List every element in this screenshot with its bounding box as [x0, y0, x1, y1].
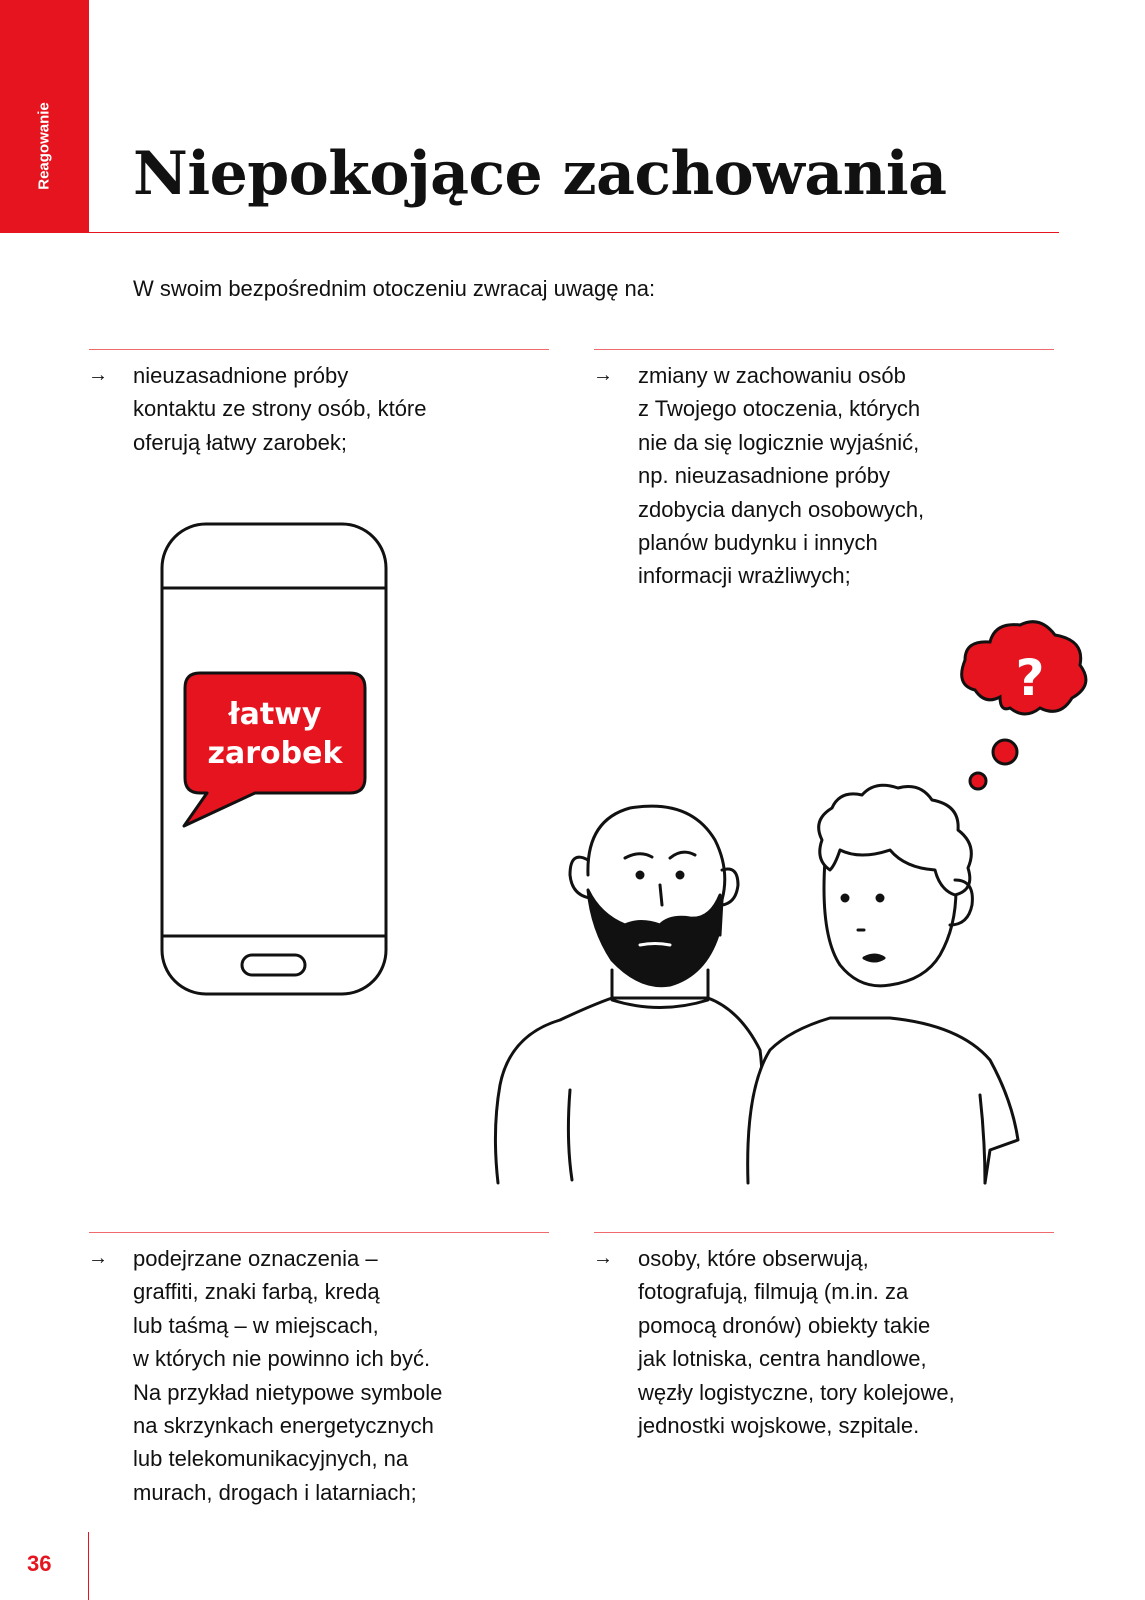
list-item-text: podejrzane oznaczenia – graffiti, znaki farbą, kredą lub taśmą – w miejscach, w których nie powinno ich być. Na przykład nietypowe symbole na skrzynkach energetycznych lub telekomunikacyjnych, na murach, drogach i latarniach;	[133, 1246, 443, 1505]
list-item-text: zmiany w zachowaniu osób z Twojego otoczenia, których nie da się logicznie wyjaśnić, np. nieuzasadnione próby zdobycia danych osobowych, planów budynku i innych informacji wrażliwych;	[638, 363, 925, 589]
man-torso	[495, 998, 762, 1183]
man-eye-right	[677, 872, 683, 878]
second-man-torso	[748, 1018, 1018, 1183]
list-item-text: nieuzasadnione próby kontaktu ze strony osób, które oferują łatwy zarobek;	[133, 363, 427, 455]
page-title: Niepokojące zachowania	[133, 139, 947, 209]
bubble-text-line-1: łatwy	[228, 697, 322, 732]
second-man-mouth	[864, 955, 884, 961]
bubble-text-line-2: zarobek	[207, 736, 343, 771]
thought-dot-small	[970, 773, 986, 789]
man-mouth	[640, 944, 670, 946]
footer-divider	[88, 1532, 89, 1600]
curly-man	[748, 785, 1018, 1183]
arrow-icon: →	[88, 364, 108, 386]
intro-text: W swoim bezpośrednim otoczeniu zwracaj uwagę na:	[133, 276, 656, 301]
question-mark-icon: ?	[1015, 649, 1045, 707]
bearded-man	[495, 806, 762, 1183]
list-item-text: osoby, które obserwują, fotografują, filmują (m.in. za pomocą dronów) obiekty takie jak lotniska, centra handlowe, węzły logistyczne, tory kolejowe, jednostki wojskowe, szpitale.	[638, 1246, 955, 1439]
second-man-head	[824, 860, 956, 986]
thought-dot-large	[993, 740, 1017, 764]
arrow-icon: →	[593, 1247, 613, 1269]
section-tab-label: Reagowanie	[35, 102, 53, 190]
second-man-eye-right	[877, 895, 883, 901]
man-nose	[660, 885, 662, 905]
man-eye-left	[637, 872, 643, 878]
second-man-eye-left	[842, 895, 848, 901]
page-number: 36	[27, 1551, 52, 1576]
arrow-icon: →	[593, 364, 613, 386]
arrow-icon: →	[88, 1247, 108, 1269]
